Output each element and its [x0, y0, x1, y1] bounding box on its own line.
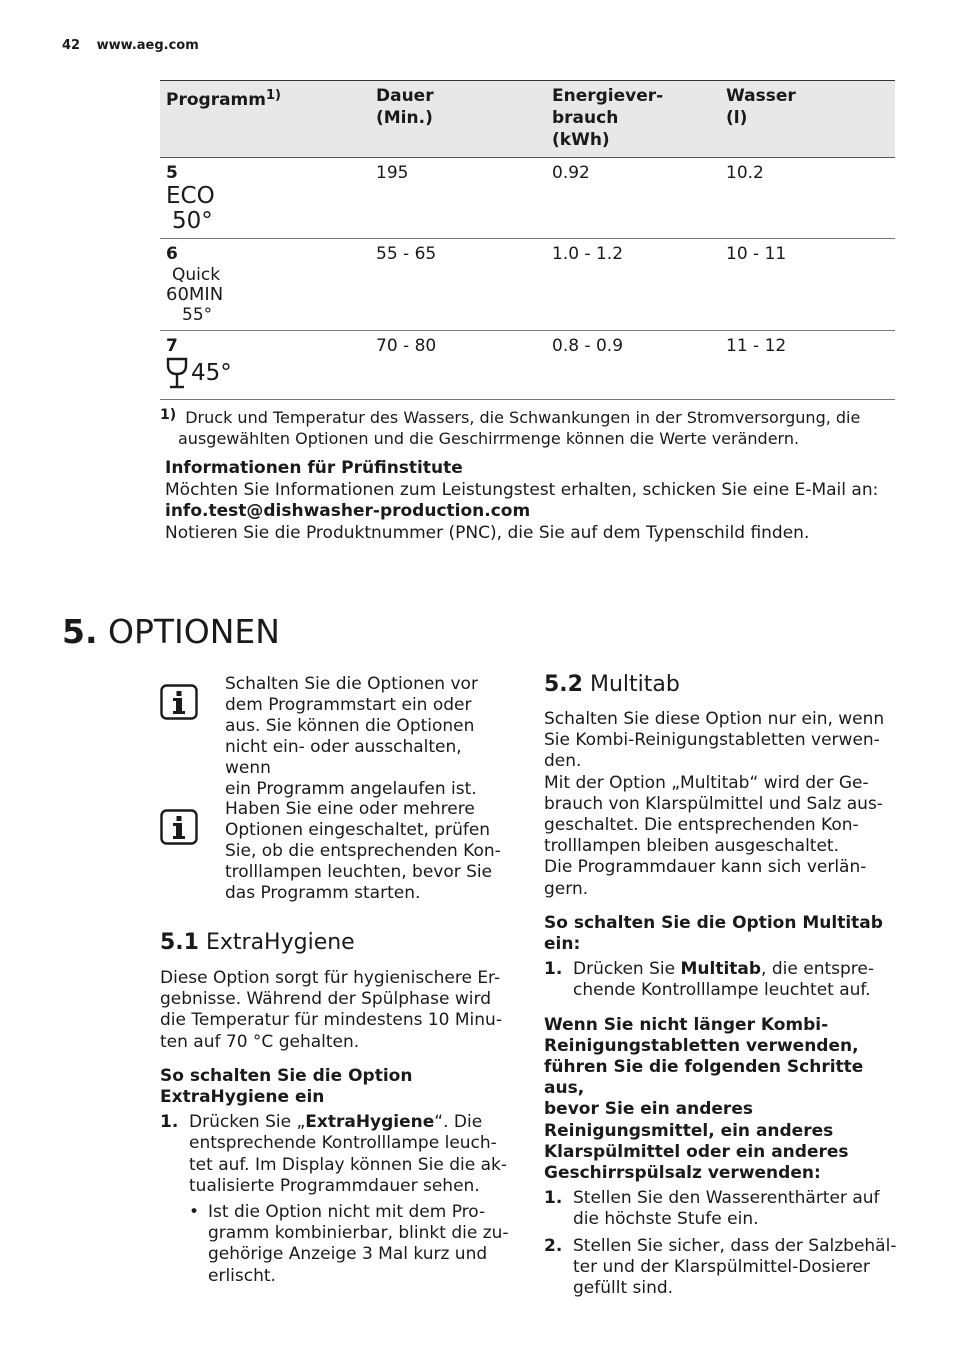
warning-heading: Wenn Sie nicht länger Kombi- Reinigungstabletten verwenden, führen Sie die folgenden Schritte aus, bevor Sie ein anderes Reinigungsmittel, ein anderes Klarspülmittel oder ein anderes Geschirrspülsalz verwenden: [544, 1014, 864, 1184]
table-header-row [160, 81, 895, 158]
table-footnote: 1) Druck und Temperatur des Wassers, die Schwankungen in der Stromversorgung, die ausgewählten Optionen und die Geschirrmenge können die Werte verändern. [160, 407, 861, 448]
quick-min-symbol: 60MIN [166, 284, 224, 305]
wasser-cell: 11 - 12 [720, 331, 895, 400]
footnote-mark: 1) [160, 407, 177, 423]
section-extrahygiene [160, 930, 520, 1287]
extrahygiene-body: Diese Option sorgt für hygienischere Er- gebnisse. Während der Spülphase wird die Temperatur für mindestens 10 Minu- ten auf 70 °C gehalten. [160, 968, 502, 1052]
page-number: 42 [62, 38, 81, 53]
col-energie: Energiever- brauch (kWh) [546, 81, 720, 158]
program-cell: 6 Quick 60MIN 55° [160, 239, 370, 331]
info-icon [160, 684, 198, 720]
info-email: info.test@dishwasher-production.com [165, 501, 531, 521]
program-cell: 7 45° [160, 331, 370, 400]
col-wasser: Wasser (l) [720, 81, 895, 158]
page-header [62, 38, 199, 53]
table-row [160, 239, 895, 331]
step-item: 1. Drücken Sie „ExtraHygiene“. Die entsprechende Kontrolllampe leuch- tet auf. Im Display können Sie die ak- tualisierte Programmdauer sehen. [160, 1112, 507, 1196]
wasser-cell: 10.2 [720, 158, 895, 239]
howto-heading: So schalten Sie die Option Multitab ein: [544, 912, 883, 955]
program-table [160, 80, 895, 400]
table-row [160, 331, 895, 400]
section-title: 5. OPTIONEN [62, 612, 280, 651]
wine-glass-icon [166, 357, 188, 389]
dauer-cell: 55 - 65 [370, 239, 546, 331]
energie-cell: 0.92 [546, 158, 720, 239]
test-institute-info: Informationen für Prüfinstitute Möchten Sie Informationen zum Leistungstest erhalten, schicken Sie eine E-Mail an: info.test@dishwasher-production.com Notieren Sie die Produktnummer (PNC), die Sie auf dem Typenschild finden. [165, 458, 905, 544]
site-url: www.aeg.com [96, 38, 199, 53]
col-dauer: Dauer (Min.) [370, 81, 546, 158]
program-cell: 5 ECO 50° [160, 158, 370, 239]
col-programm: Programm$^{1)}$ [160, 81, 370, 158]
section-multitab [544, 672, 900, 1299]
info-note: Schalten Sie die Optionen vor dem Programmstart ein oder aus. Sie können die Optionen nicht ein- oder ausschalten, wenn ein Programm angelaufen ist. [160, 674, 512, 800]
energie-cell: 0.8 - 0.9 [546, 331, 720, 400]
wasser-cell: 10 - 11 [720, 239, 895, 331]
howto-heading: So schalten Sie die Option ExtraHygiene ein [160, 1065, 413, 1108]
eco-symbol: ECO [166, 183, 215, 209]
info-icon [160, 809, 198, 845]
step-item: 1. Drücken Sie Multitab, die entspre- chende Kontrolllampe leuchtet auf. [544, 959, 874, 1001]
bullet-item: • Ist die Option nicht mit dem Pro- gramm kombinierbar, blinkt die zu- gehörige Anzeige 3 Mal kurz und erlischt. [189, 1202, 509, 1286]
dauer-cell: 70 - 80 [370, 331, 546, 400]
subsection-title: 5.1 ExtraHygiene [160, 930, 355, 955]
dauer-cell: 195 [370, 158, 546, 239]
info-note: Haben Sie eine oder mehrere Optionen eingeschaltet, prüfen Sie, ob die entsprechenden Kon- trolllampen leuchten, bevor Sie das Programm starten. [160, 799, 512, 904]
temp-symbol: 45° [191, 360, 232, 386]
temp-symbol: 50° [172, 208, 213, 234]
quick-symbol: Quick [172, 265, 221, 285]
energie-cell: 1.0 - 1.2 [546, 239, 720, 331]
table-row [160, 158, 895, 239]
step-item: 1. Stellen Sie den Wasserenthärter auf die höchste Stufe ein. [544, 1188, 880, 1230]
temp-symbol: 55° [182, 305, 213, 325]
subsection-title: 5.2 Multitab [544, 672, 680, 697]
multitab-body: Schalten Sie diese Option nur ein, wenn Sie Kombi-Reinigungstabletten verwen- den. Mit der Option „Multitab“ wird der Ge- brauch von Klarspülmittel und Salz aus- geschaltet. Die entsprechenden Kon- trolllampen bleiben ausgeschaltet. Die Programmdauer kann sich verlän- gern. [544, 709, 885, 899]
step-item: 2. Stellen Sie sicher, dass der Salzbehäl- ter und der Klarspülmittel-Dosierer gefüllt sind. [544, 1235, 897, 1299]
info-title: Informationen für Prüfinstitute [165, 458, 463, 478]
